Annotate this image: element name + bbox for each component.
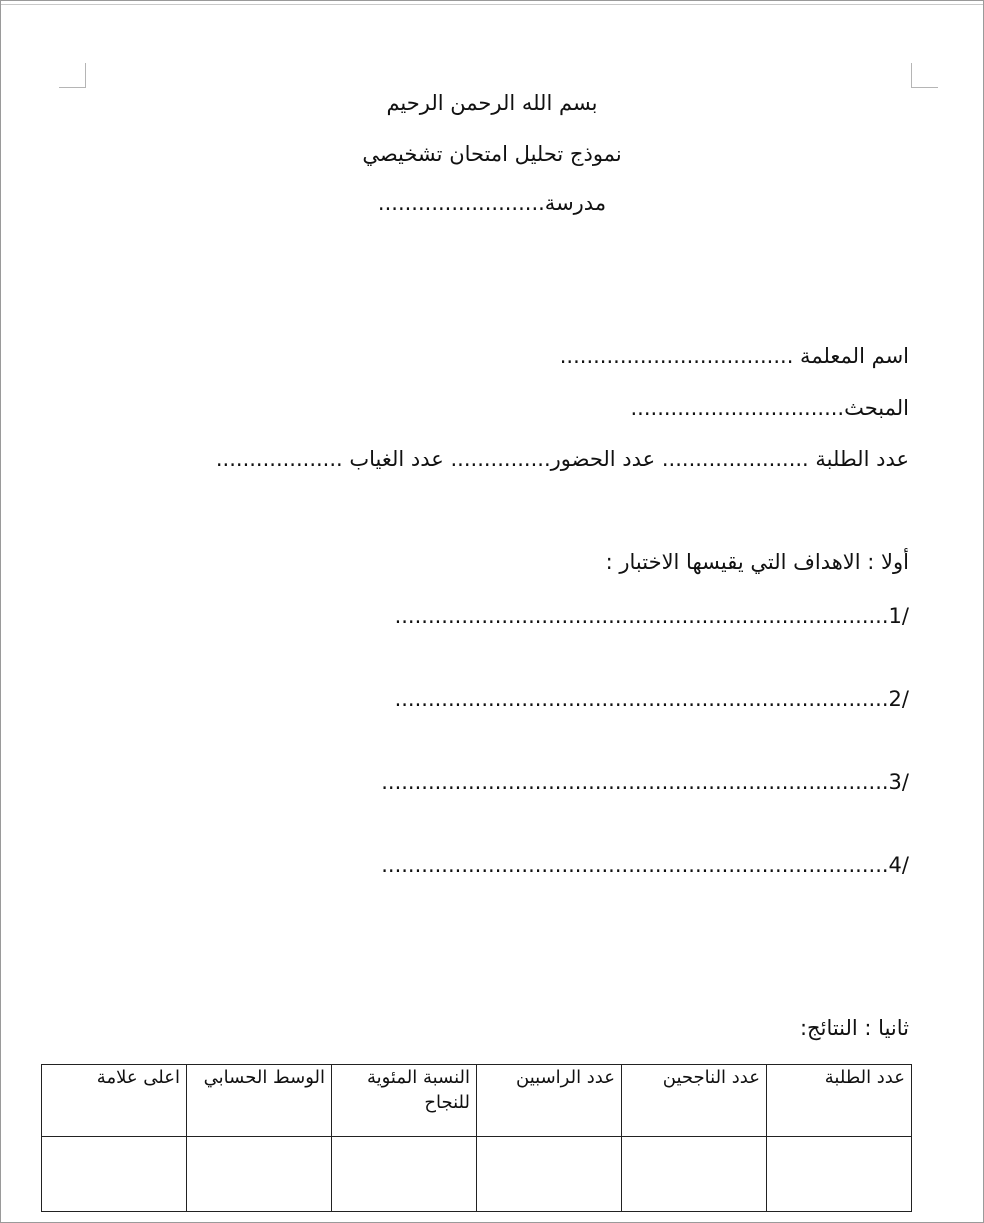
col-highest-mark: اعلى علامة (42, 1065, 187, 1137)
cell-highest-mark[interactable] (42, 1137, 187, 1212)
subject-line: المبحث................................ (630, 396, 909, 420)
results-heading: ثانيا : النتائج: (799, 1016, 909, 1040)
objectives-heading: أولا : الاهداف التي يقيسها الاختبار : (605, 550, 909, 574)
corner-mark-top-right (911, 63, 938, 88)
objective-line-2: /2.......................................................................... (394, 687, 909, 711)
col-students-count: عدد الطلبة (767, 1065, 912, 1137)
corner-mark-top-left (59, 63, 86, 88)
teacher-name-line: اسم المعلمة ................................... (559, 344, 909, 368)
cell-passed-count[interactable] (622, 1137, 767, 1212)
results-table (41, 1064, 912, 1212)
results-data-row (42, 1137, 912, 1212)
student-counts-line: عدد الطلبة ...................... عدد الحضور............... عدد الغياب ................... (215, 447, 909, 471)
cell-students-count[interactable] (767, 1137, 912, 1212)
basmala: بسم الله الرحمن الرحيم (386, 91, 598, 115)
objective-line-1: /1.......................................................................... (394, 604, 909, 628)
objective-line-4: /4............................................................................ (381, 853, 909, 877)
col-failed-count: عدد الراسبين (477, 1065, 622, 1137)
col-mean: الوسط الحسابي (187, 1065, 332, 1137)
cell-pass-percentage[interactable] (332, 1137, 477, 1212)
form-title: نموذج تحليل امتحان تشخيصي (362, 142, 622, 166)
col-pass-percentage: النسبة المئوية للنجاح (332, 1065, 477, 1137)
results-header-row (42, 1065, 912, 1137)
cell-mean[interactable] (187, 1137, 332, 1212)
objective-line-3: /3............................................................................ (381, 770, 909, 794)
school-line: مدرسة......................... (377, 191, 607, 215)
col-passed-count: عدد الناجحين (622, 1065, 767, 1137)
cell-failed-count[interactable] (477, 1137, 622, 1212)
